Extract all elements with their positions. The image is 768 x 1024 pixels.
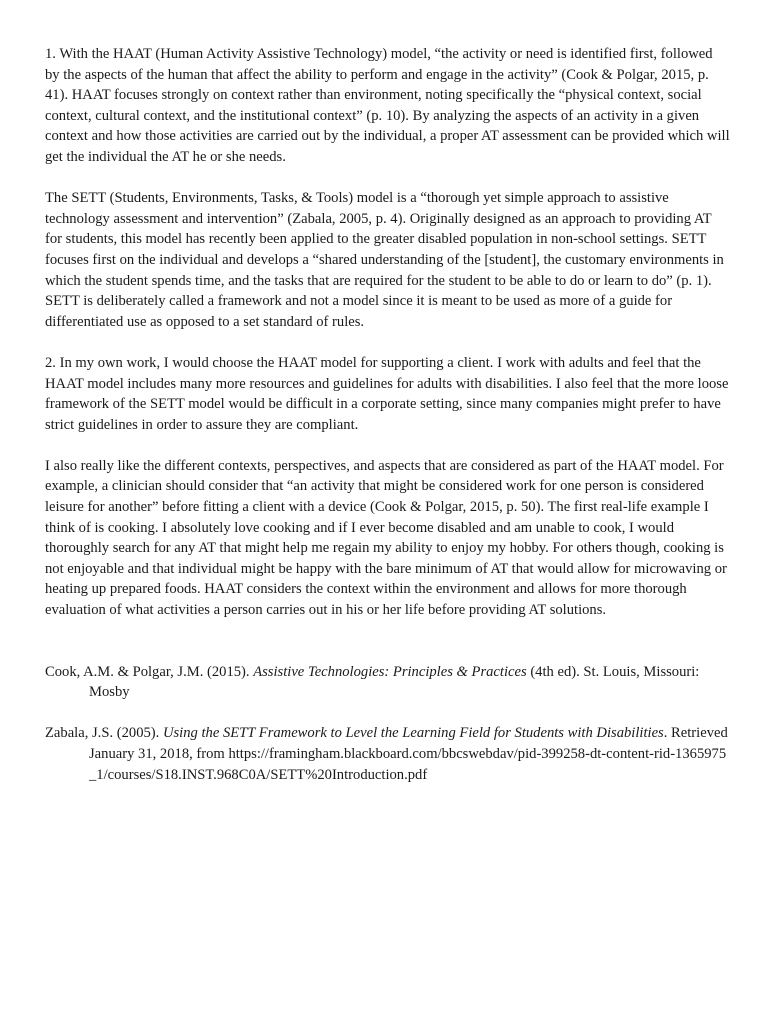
paragraph-model-choice: 2. In my own work, I would choose the HAAT model for supporting a client. I work with adults and feel that the HAAT model includes many more resources and guidelines for adults with disabilities. I also feel that the more loose framework of the SETT model would be difficult in a corporate setting, since many companies might prefer to have strict guidelines in order to assure they are compliant. [45, 354, 729, 433]
reference-cook-polgar [45, 662, 730, 703]
reference-zabala [45, 723, 730, 785]
reference-authors: Cook, A.M. & Polgar, J.M. (2015). [45, 663, 254, 680]
paragraph-haat-contexts: I also really like the different contexts, perspectives, and aspects that are considered as part of the HAAT model. For example, a clinician should consider that “an activity that might be considered work for one person is considered leisure for another” before fitting a client with a device (Cook & Polgar, 2015, p. 50). The first real-life example I think of is cooking. I absolutely love cooking and if I ever become disabled and am unable to cook, I would thoroughly search for any AT that might help me regain my ability to enjoy my hobby. For others though, cooking is not enjoyable and that individual might be happy with the bare minimum of AT that would allow for microwaving or heating up prepared foods. HAAT considers the context within the environment and allows for more thorough evaluation of what activities a person carries out in his or her life before providing AT solutions. [45, 457, 727, 619]
reference-url: https://framingham.blackboard.com/bbcswebdav/pid-399258-dt-content-rid-1365975_1/courses/S18.INST.968C0A/SETT%20Introduction.pdf [89, 746, 727, 783]
reference-list [45, 662, 730, 786]
reference-publication: (4th ed). St. Louis, Missouri: Mosby [89, 663, 700, 701]
document-page [45, 44, 730, 806]
paragraph-sett-definition: The SETT (Students, Environments, Tasks, & Tools) model is a “thorough yet simple approach to assistive technology assessment and intervention” (Zabala, 2005, p. 4). Originally designed as an approach to providing AT for students, this model has recently been applied to the greater disabled population in non-school settings. SETT focuses first on the individual and develops a “shared understanding of the [student], the customary environments in which the student spends time, and the tasks that are required for the student to be able to do or learn to do” (p. 1). SETT is deliberately called a framework and not a model since it is meant to be used as more of a guide for differentiated use as opposed to a set standard of rules. [45, 190, 724, 330]
reference-title: Using the SETT Framework to Level the Learning Field for Students with Disabilities [162, 725, 664, 742]
reference-retrieval: . Retrieved January 31, 2018, from [89, 725, 728, 762]
paragraph-haat-definition: 1. With the HAAT (Human Activity Assistive Technology) model, “the activity or need is identified first, followed by the aspects of the human that affect the ability to perform and engage in the activity” (Cook & Polgar, 2015, p. 41). HAAT focuses strongly on context rather than environment, noting specifically the “physical context, social context, cultural context, and the institutional context” (p. 10). By analyzing the aspects of an activity in a given context and how those activities are carried out by the individual, a proper AT assessment can be provided which will get the individual the AT he or she needs. [45, 46, 730, 165]
reference-authors: Zabala, J.S. (2005). [45, 725, 163, 742]
reference-title: Assistive Technologies: Principles & Practices [253, 663, 527, 680]
